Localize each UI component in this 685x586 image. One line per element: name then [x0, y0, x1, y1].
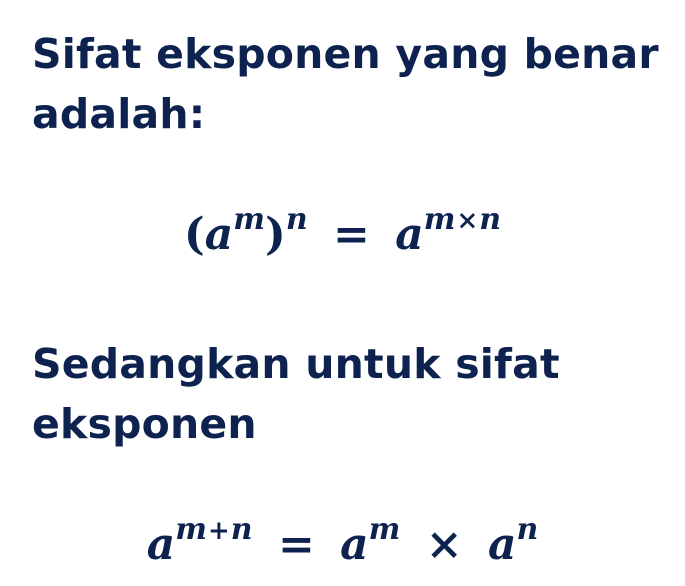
rhs-base-variable-2: a — [487, 519, 517, 570]
rhs-exponent-2: n — [516, 512, 539, 547]
base-variable: a — [146, 519, 176, 570]
rhs-exponent-right: n — [479, 202, 502, 237]
rhs-base-variable-1: a — [340, 519, 369, 570]
close-paren: ) — [265, 209, 286, 260]
inner-exponent: m — [233, 202, 266, 237]
base-variable: a — [204, 209, 234, 260]
rhs-base-variable: a — [395, 209, 424, 260]
rhs-exponent-1: m — [368, 512, 401, 547]
open-paren: ( — [183, 209, 205, 260]
equals-sign: = — [277, 519, 315, 570]
multiply-sign: × — [456, 206, 479, 236]
formula-power-of-power — [0, 202, 685, 265]
outer-exponent: n — [285, 202, 308, 237]
heading-exponent-property: Sifat eksponen yang benar adalah: — [32, 30, 659, 138]
rhs-exponent-left: m — [423, 202, 456, 237]
equals-sign: = — [332, 209, 370, 260]
heading-other-property: Sedangkan untuk sifat eksponen — [32, 340, 560, 448]
exponent-left: m — [175, 512, 207, 547]
exponent-right: n — [230, 512, 253, 547]
formula-product-of-powers — [0, 512, 685, 575]
plus-sign: + — [208, 516, 230, 546]
times-sign: × — [425, 519, 463, 570]
